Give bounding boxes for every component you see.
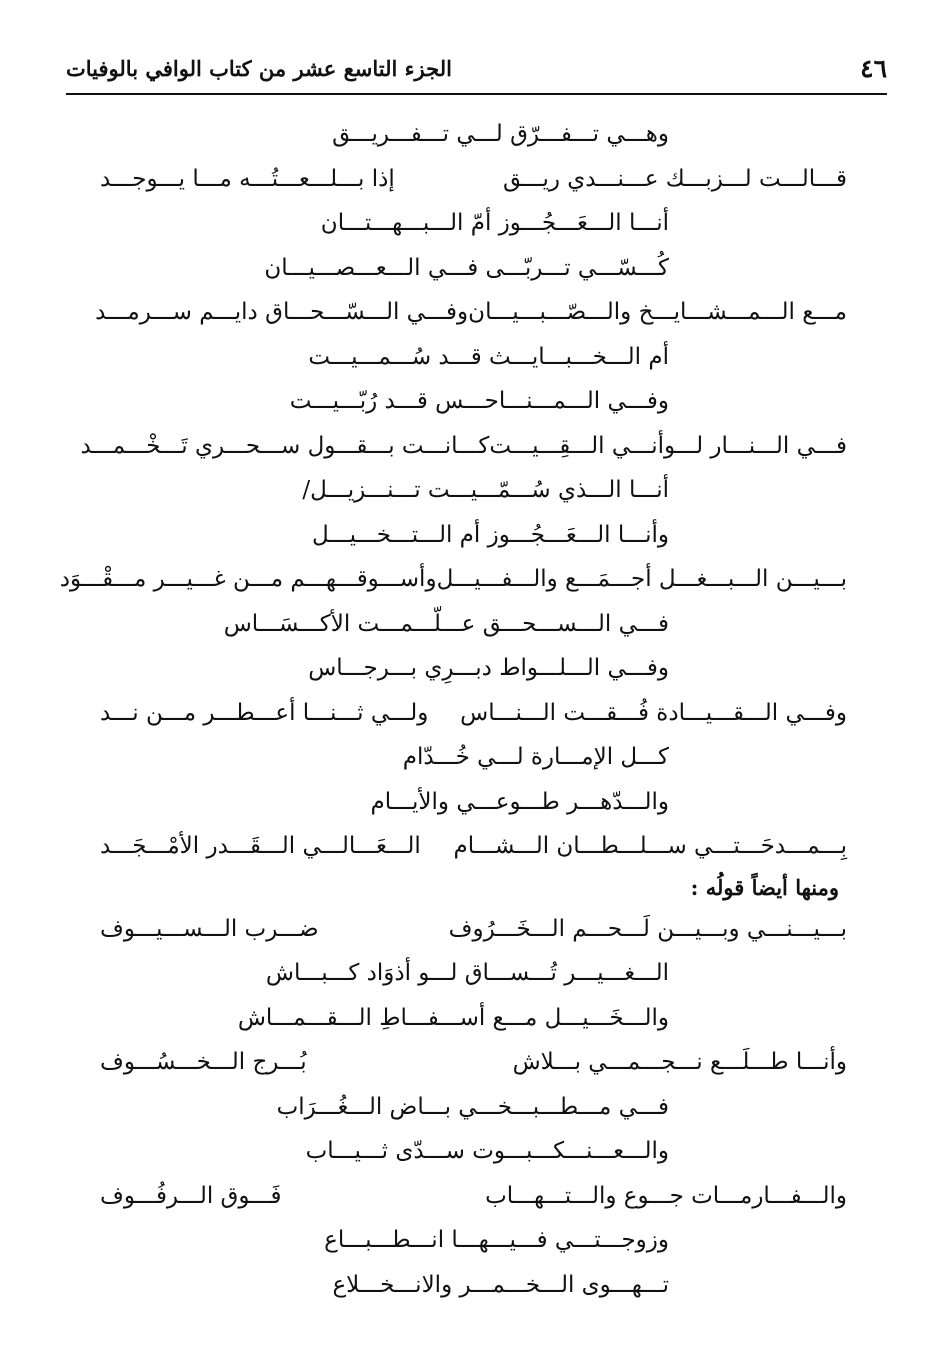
verse-line-indented: [100, 112, 847, 157]
verse-line: [100, 824, 847, 869]
verse-text: الـــغـــيـــر تُـــســـاق لـــو أذوَاد كـــبـــاش: [265, 960, 669, 986]
hemistich-left: فَـــوق الـــرفُـــوف: [100, 1182, 282, 1209]
prose-note: [100, 869, 847, 907]
verse-line: [100, 1040, 847, 1085]
verse-line-indented: [100, 246, 847, 291]
hemistich-right: بـــيـــن الـــبـــغـــل أجـــمَـــع والـــفـــيـــل: [436, 566, 847, 592]
verse-text: وهـــي تـــفـــرّق لـــي تـــفـــريـــق: [332, 121, 669, 147]
hemistich-right: قـــالـــت لـــزبـــك عـــنـــدي ريـــق: [503, 165, 847, 192]
verse-text: وزوجـــتـــي فـــيـــهـــا انـــطـــبـــاع: [324, 1227, 669, 1253]
hemistich-right: فـــي الـــنـــار لـــوأنـــي الـــقِـــيـــت: [489, 432, 847, 459]
hemistich-left: الـــعَـــالـــي الـــقَـــدر الأمْـــجَـــد: [100, 833, 421, 859]
verse-line-indented: [100, 735, 847, 780]
verse-line: [100, 907, 847, 952]
verse-text: أنـــا الـــذي سُـــمّـــيـــت تـــنـــزيـــل/: [302, 477, 669, 503]
verse-line-indented: [100, 602, 847, 647]
page-number: ٤٦: [860, 54, 887, 83]
hemistich-right: مـــع الـــمـــشـــايـــخ والـــصّـــبـــيـــان: [468, 299, 847, 325]
verse-text: كُـــسّـــي تـــربّـــى فـــي الـــعـــصـــيـــان: [264, 254, 669, 281]
verse-line: [100, 691, 847, 736]
verse-text: وأنـــا الـــعَـــجُـــوز أم الـــتـــخـــيـــل: [311, 521, 669, 548]
hemistich-right: بـــيـــنـــي وبـــيـــن لَـــحـــم الـــخَـــرُوف: [448, 915, 847, 942]
verse-text: ومنها أيضاً قولُه :: [690, 874, 839, 900]
hemistich-left: بُـــرج الـــخـــسُـــوف: [100, 1049, 307, 1075]
verse-text: أنـــا الـــعَـــجُـــوز أمّ الـــبـــهـــتـــان: [320, 210, 669, 236]
verse-text: وفـــي الـــمـــنـــاحـــس قـــد رُبّـــيـــت: [289, 388, 669, 414]
verse-line-indented: [100, 201, 847, 246]
verse-text: أم الـــخـــبـــايـــث قـــد سُـــمـــيـــت: [308, 343, 669, 370]
verse-line-indented: [100, 1129, 847, 1174]
hemistich-left: إذا بـــلـــعـــتُـــه مـــا يـــوجـــد: [100, 165, 395, 192]
verse-text: وفـــي الـــلـــواط دبـــرِي بـــرجـــاس: [308, 655, 669, 681]
running-title: الجزء التاسع عشر من كتاب الوافي بالوفيات: [66, 56, 452, 81]
verse-line-indented: [100, 335, 847, 380]
hemistich-left: كـــانـــت بـــقـــول ســـحـــري تَـــخْـــمـــد: [80, 432, 490, 459]
verse-line-indented: [100, 1218, 847, 1263]
verse-line-indented: [100, 1263, 847, 1308]
hemistich-left: وفـــي الـــسّـــحـــاق دايـــم ســـرمـــد: [95, 299, 469, 325]
poem-body: [59, 112, 847, 1307]
verse-text: كـــل الإمـــارة لـــي خُـــدّام: [402, 744, 669, 770]
hemistich-right: وأنـــا طـــلَـــع نـــجـــمـــي بـــلاش: [512, 1049, 847, 1075]
hemistich-left: وأســـوقـــهـــم مـــن غـــيـــر مـــقْـــوَد: [59, 566, 437, 592]
verse-line: [80, 424, 847, 469]
verse-line: [95, 290, 847, 335]
verse-text: فـــي مـــطـــبـــخـــي بـــاض الـــغُـــرَاب: [276, 1093, 669, 1120]
verse-line-indented: [100, 513, 847, 558]
verse-line-indented: [100, 1085, 847, 1130]
verse-line-indented: [100, 996, 847, 1041]
verse-text: فـــي الـــســـحـــق عـــلّـــمـــت الأكـــسَـــاس: [223, 610, 669, 637]
hemistich-right: وفـــي الـــقـــيـــادة فُـــقـــت الـــنـــاس: [460, 699, 847, 726]
verse-text: والـــعـــنـــكـــبـــوت ســـدّى ثـــيـــاب: [305, 1138, 669, 1164]
page-header: [66, 52, 887, 88]
verse-text: والـــدّهـــر طـــوعـــي والأيـــام: [370, 788, 669, 815]
verse-line-indented: [100, 468, 847, 513]
hemistich-left: ضـــرب الـــســـيـــوف: [100, 915, 319, 942]
hemistich-right: والـــفـــارمـــات جـــوع والـــتـــهـــاب: [485, 1182, 847, 1209]
verse-text: والـــخَـــيـــل مـــع أســـفـــاطِ الـــقـــمـــاش: [237, 1004, 669, 1031]
header-rule: [66, 93, 887, 95]
verse-text: تـــهـــوى الـــخـــمـــر والانـــخـــلاع: [332, 1271, 669, 1298]
verse-line-indented: [100, 379, 847, 424]
hemistich-left: ولـــي ثـــنـــا أعـــطـــر مـــن نـــد: [100, 699, 429, 726]
verse-line-indented: [100, 646, 847, 691]
verse-line: [100, 1174, 847, 1219]
verse-line-indented: [100, 951, 847, 996]
verse-line-indented: [100, 780, 847, 825]
verse-line: [59, 557, 847, 602]
verse-line: [100, 157, 847, 202]
hemistich-right: بِـــمـــدحَـــتـــي ســـلـــطـــان الـــشـــام: [453, 833, 847, 859]
